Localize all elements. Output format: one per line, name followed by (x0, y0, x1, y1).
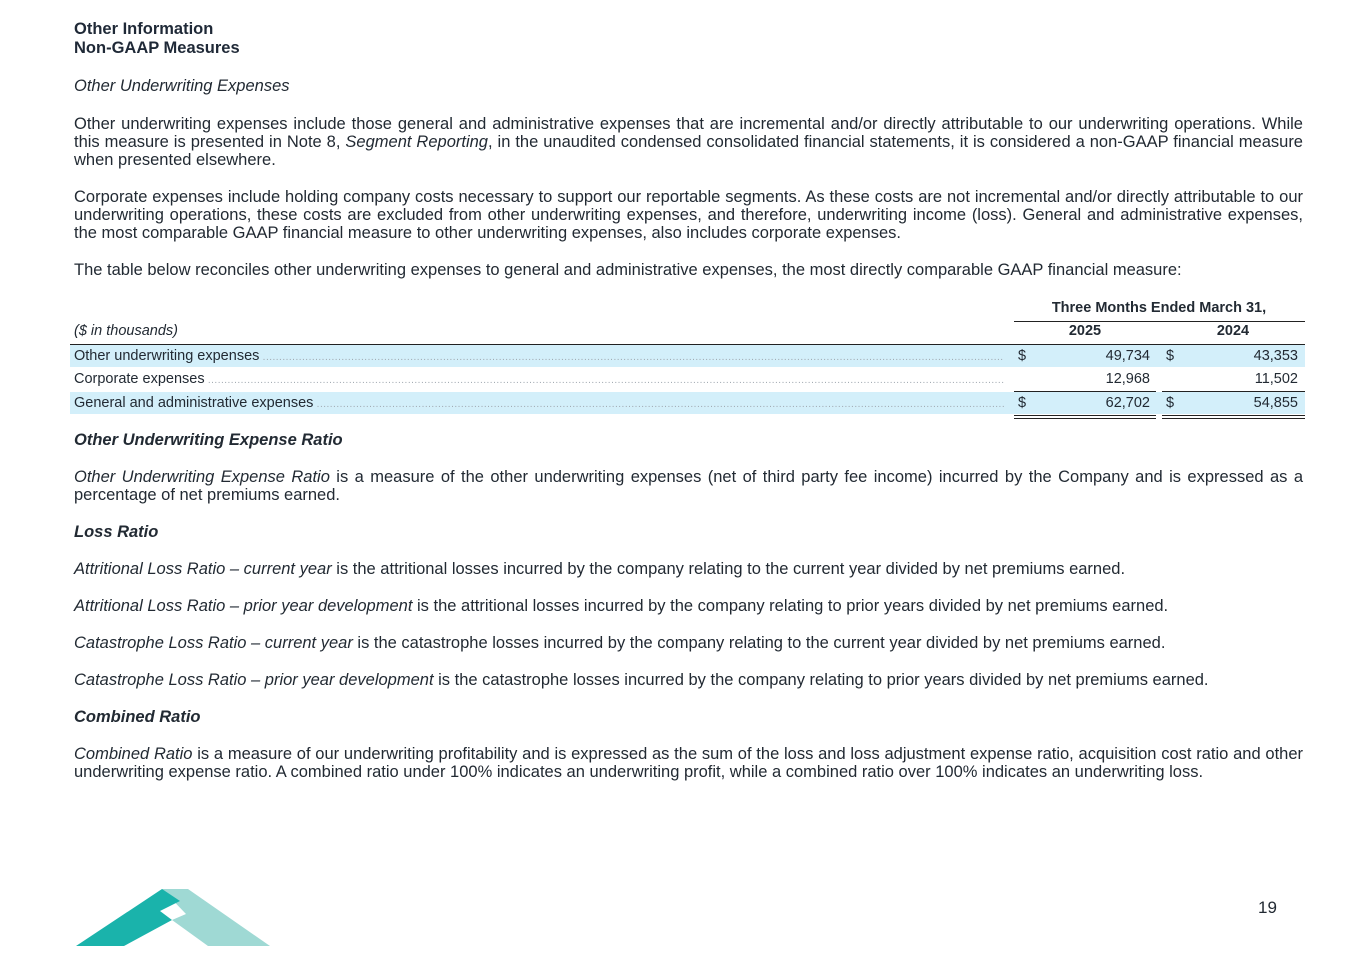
section-subheader: Non-GAAP Measures (74, 39, 240, 57)
reconciliation-table (74, 300, 1303, 422)
page-number: 19 (1258, 898, 1277, 917)
loss-item: Attritional Loss Ratio – current year is the attritional losses incurred by the company relating to the current year divided by net premiums earned. (74, 560, 1126, 578)
table-row: Other underwriting expenses ..... $ 49,734 $ 43,353 (70, 345, 1305, 367)
paragraph-ratio: Other Underwriting Expense Ratio is a measure of the other underwriting expenses (net of third party fee income) incurred by the Company and is expressed as a percentage of net premiums earned. (74, 468, 1303, 504)
page-content (74, 20, 1303, 781)
ratio-title: Other Underwriting Expense Ratio (74, 431, 343, 449)
loss-ratio-title: Loss Ratio (74, 523, 159, 541)
other-uw-title: Other Underwriting Expenses (74, 77, 290, 95)
table-row: Corporate expenses ..... 12,968 11,502 (70, 368, 1305, 390)
year-header-2024: 2024 (1216, 323, 1250, 339)
combined-ratio-title: Combined Ratio (74, 708, 201, 726)
period-header: Three Months Ended March 31, (1051, 300, 1267, 316)
loss-item: Catastrophe Loss Ratio – prior year development is the catastrophe losses incurred by the company relating to prior years divided by net premiums earned. (74, 671, 1209, 689)
year-header-2025: 2025 (1068, 323, 1102, 339)
segment-reporting-ref: Segment Reporting (345, 133, 488, 151)
paragraph-other-uw: Other underwriting expenses include those general and administrative expenses that are incremental and/or directly attributable to our underwriting operations. While this measure is presented in Note 8, Segment Reporting, in the unaudited condensed consolidated financial statements, it is considered a non-GAAP financial measure when presented elsewhere. (74, 115, 1303, 169)
paragraph-corporate: Corporate expenses include holding company costs necessary to support our reportable segments. As these costs are not incremental and/or directly attributable to our underwriting operations, these costs are excluded from other underwriting expenses, and therefore, underwriting income (loss). General and administrative expenses, the most comparable GAAP financial measure to other underwriting expenses, also includes corporate expenses. (74, 188, 1303, 242)
paragraph-reconcile: The table below reconciles other underwriting expenses to general and administrative expenses, the most directly comparable GAAP financial measure: (74, 261, 1182, 279)
units-label: ($ in thousands) (74, 323, 178, 339)
section-header: Other Information (74, 20, 214, 38)
loss-item: Catastrophe Loss Ratio – current year is the catastrophe losses incurred by the company relating to the current year divided by net premiums earned. (74, 634, 1166, 652)
loss-item: Attritional Loss Ratio – prior year development is the attritional losses incurred by the company relating to prior years divided by net premiums earned. (74, 597, 1169, 615)
table-row-total: General and administrative expenses ..... $ 62,702 $ 54,855 (70, 392, 1305, 414)
company-logo-icon (76, 887, 270, 949)
paragraph-combined: Combined Ratio is a measure of our underwriting profitability and is expressed as the sum of the loss and loss adjustment expense ratio, acquisition cost ratio and other underwriting expense ratio. A combined ratio under 100% indicates an underwriting profit, while a combined ratio over 100% indicates an underwriting loss. (74, 745, 1303, 781)
